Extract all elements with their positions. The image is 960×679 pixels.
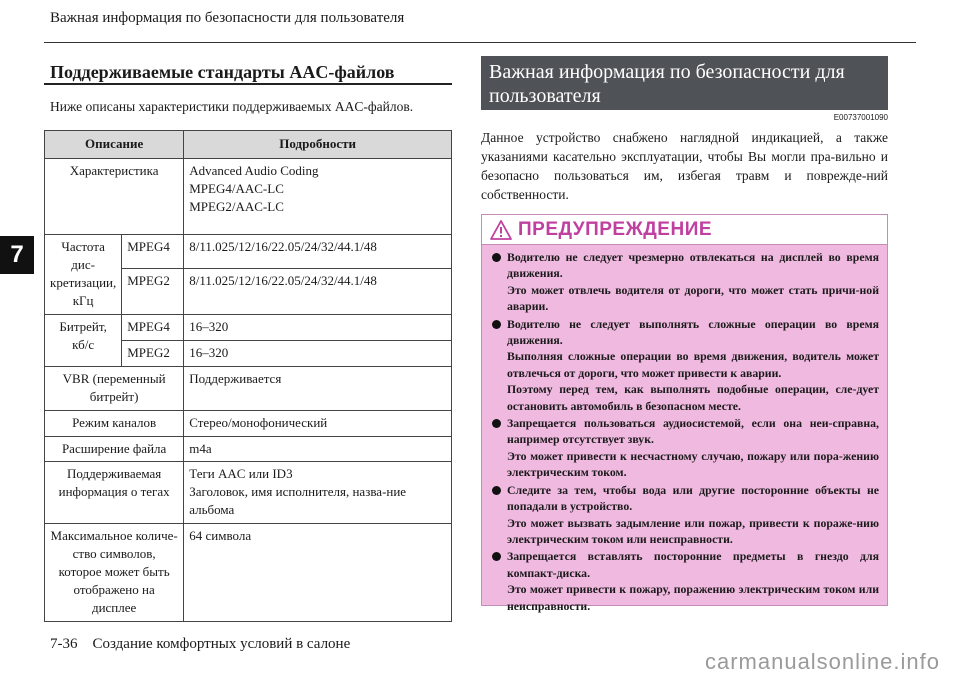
header-description: Описание (45, 131, 184, 159)
bullet-icon (492, 419, 501, 428)
row-label: Поддерживаемая информация о тегах (45, 462, 184, 524)
bullet-icon (492, 552, 501, 561)
warning-explanation: Это может вызвать задымление или пожар, привести к пораже-нию электрическим током или неисправности. (507, 515, 879, 546)
row-value: 8/11.025/12/16/22.05/24/32/44.1/48 (184, 234, 452, 269)
warning-explanation: Поэтому перед тем, как выполнять подобные операции, сле-дует остановить автомобиль в безопасном месте. (507, 382, 879, 413)
row-label: Расширение файла (45, 436, 184, 462)
table-header-row (45, 131, 452, 159)
row-value: 8/11.025/12/16/22.05/24/32/44.1/48 (184, 269, 452, 314)
value-line: MPEG2/AAC-LC (189, 198, 284, 214)
warning-box (481, 214, 888, 613)
warning-explanation: Это может привести к несчастному случаю, пожару или пора-жению электрическим током. (507, 448, 879, 480)
section-rule (44, 83, 452, 85)
list-item (490, 482, 879, 548)
list-item (490, 249, 879, 315)
table-row (45, 436, 452, 462)
section-banner: Важная информация по безопасности для пользователя (481, 56, 888, 110)
row-value: m4a (184, 436, 452, 462)
warning-explanation: Это может привести к пожару, поражению электрическим током или неисправности. (507, 582, 879, 613)
table-row (45, 366, 452, 410)
aac-spec-table (44, 130, 452, 622)
warning-statement: Водителю не следует чрезмерно отвлекаться на дисплей во время движения. (507, 250, 879, 281)
section-title: Поддерживаемые стандарты AAC-файлов (50, 62, 395, 82)
row-value (184, 462, 452, 524)
row-value (184, 158, 452, 234)
codec-cell: MPEG4 (122, 314, 184, 340)
row-value: 16–320 (184, 314, 452, 340)
list-item (490, 316, 879, 414)
row-label: Частота дис-кретизации, кГц (45, 234, 122, 314)
bullet-icon (492, 320, 501, 329)
table-row (45, 462, 452, 524)
table-row (45, 158, 452, 234)
header-details: Подробности (184, 131, 452, 159)
table-row (45, 234, 452, 269)
warning-header (482, 215, 887, 245)
row-label: Режим каналов (45, 410, 184, 436)
warning-statement: Следите за тем, чтобы вода или другие посторонние объекты не попадали в устройство. (507, 482, 879, 514)
document-code: E00737001090 (833, 113, 888, 122)
body-paragraph: Данное устройство снабжено наглядной индикацией, а также указаниями касательно эксплуатации, чтобы Вы могли пра-вильно и безопасно пользоваться им, избегая травм и поврежде-ний собственности. (481, 130, 888, 202)
row-value: 64 символа (184, 524, 452, 622)
chapter-tab: 7 (0, 236, 34, 274)
value-line: Заголовок, имя исполнителя, назва-ние альбома (189, 484, 407, 518)
table-row (45, 314, 452, 340)
codec-cell: MPEG2 (122, 340, 184, 366)
running-head: Важная информация по безопасности для пользователя (50, 10, 405, 26)
intro-text: Ниже описаны характеристики поддерживаемых AAC-файлов. (50, 99, 414, 114)
warning-triangle-icon (490, 220, 512, 240)
warning-list (482, 245, 887, 614)
codec-cell: MPEG2 (122, 269, 184, 314)
codec-cell: MPEG4 (122, 234, 184, 269)
warning-statement: Запрещается пользоваться аудиосистемой, если она неи-справна, например отсутствует звук. (507, 416, 879, 447)
page-footer: 7-36 Создание комфортных условий в салоне (50, 636, 351, 652)
row-label: VBR (переменный битрейт) (45, 366, 184, 410)
value-line: Теги AAC или ID3 (189, 466, 293, 482)
row-value: Поддерживается (184, 366, 452, 410)
value-line: MPEG4/AAC-LC (189, 180, 284, 196)
value-line: Advanced Audio Coding (189, 162, 319, 178)
row-label: Максимальное количе-ство символов, которое может быть отображено на дисплее (45, 524, 184, 622)
warning-title: ПРЕДУПРЕЖДЕНИЕ (518, 218, 713, 240)
warning-statement: Водителю не следует выполнять сложные операции во время движения. (507, 316, 879, 348)
bullet-icon (492, 486, 501, 495)
row-value: Стерео/монофонический (184, 410, 452, 436)
watermark: carmanualsonline.info (704, 649, 940, 674)
row-value: 16–320 (184, 340, 452, 366)
row-label: Характеристика (45, 158, 184, 234)
warning-explanation: Это может отвлечь водителя от дороги, что может стать причи-ной аварии. (507, 282, 879, 314)
row-label: Битрейт, кб/с (45, 314, 122, 366)
list-item (490, 548, 879, 614)
list-item (490, 415, 879, 481)
header-rule (44, 42, 916, 43)
warning-statement: Запрещается вставлять посторонние предметы в гнездо для компакт-диска. (507, 549, 879, 580)
table-row (45, 524, 452, 622)
warning-explanation: Выполняя сложные операции во время движения, водитель может отвлечься от дороги, что может привести к аварии. (507, 349, 879, 380)
table-row (45, 410, 452, 436)
bullet-icon (492, 253, 501, 262)
